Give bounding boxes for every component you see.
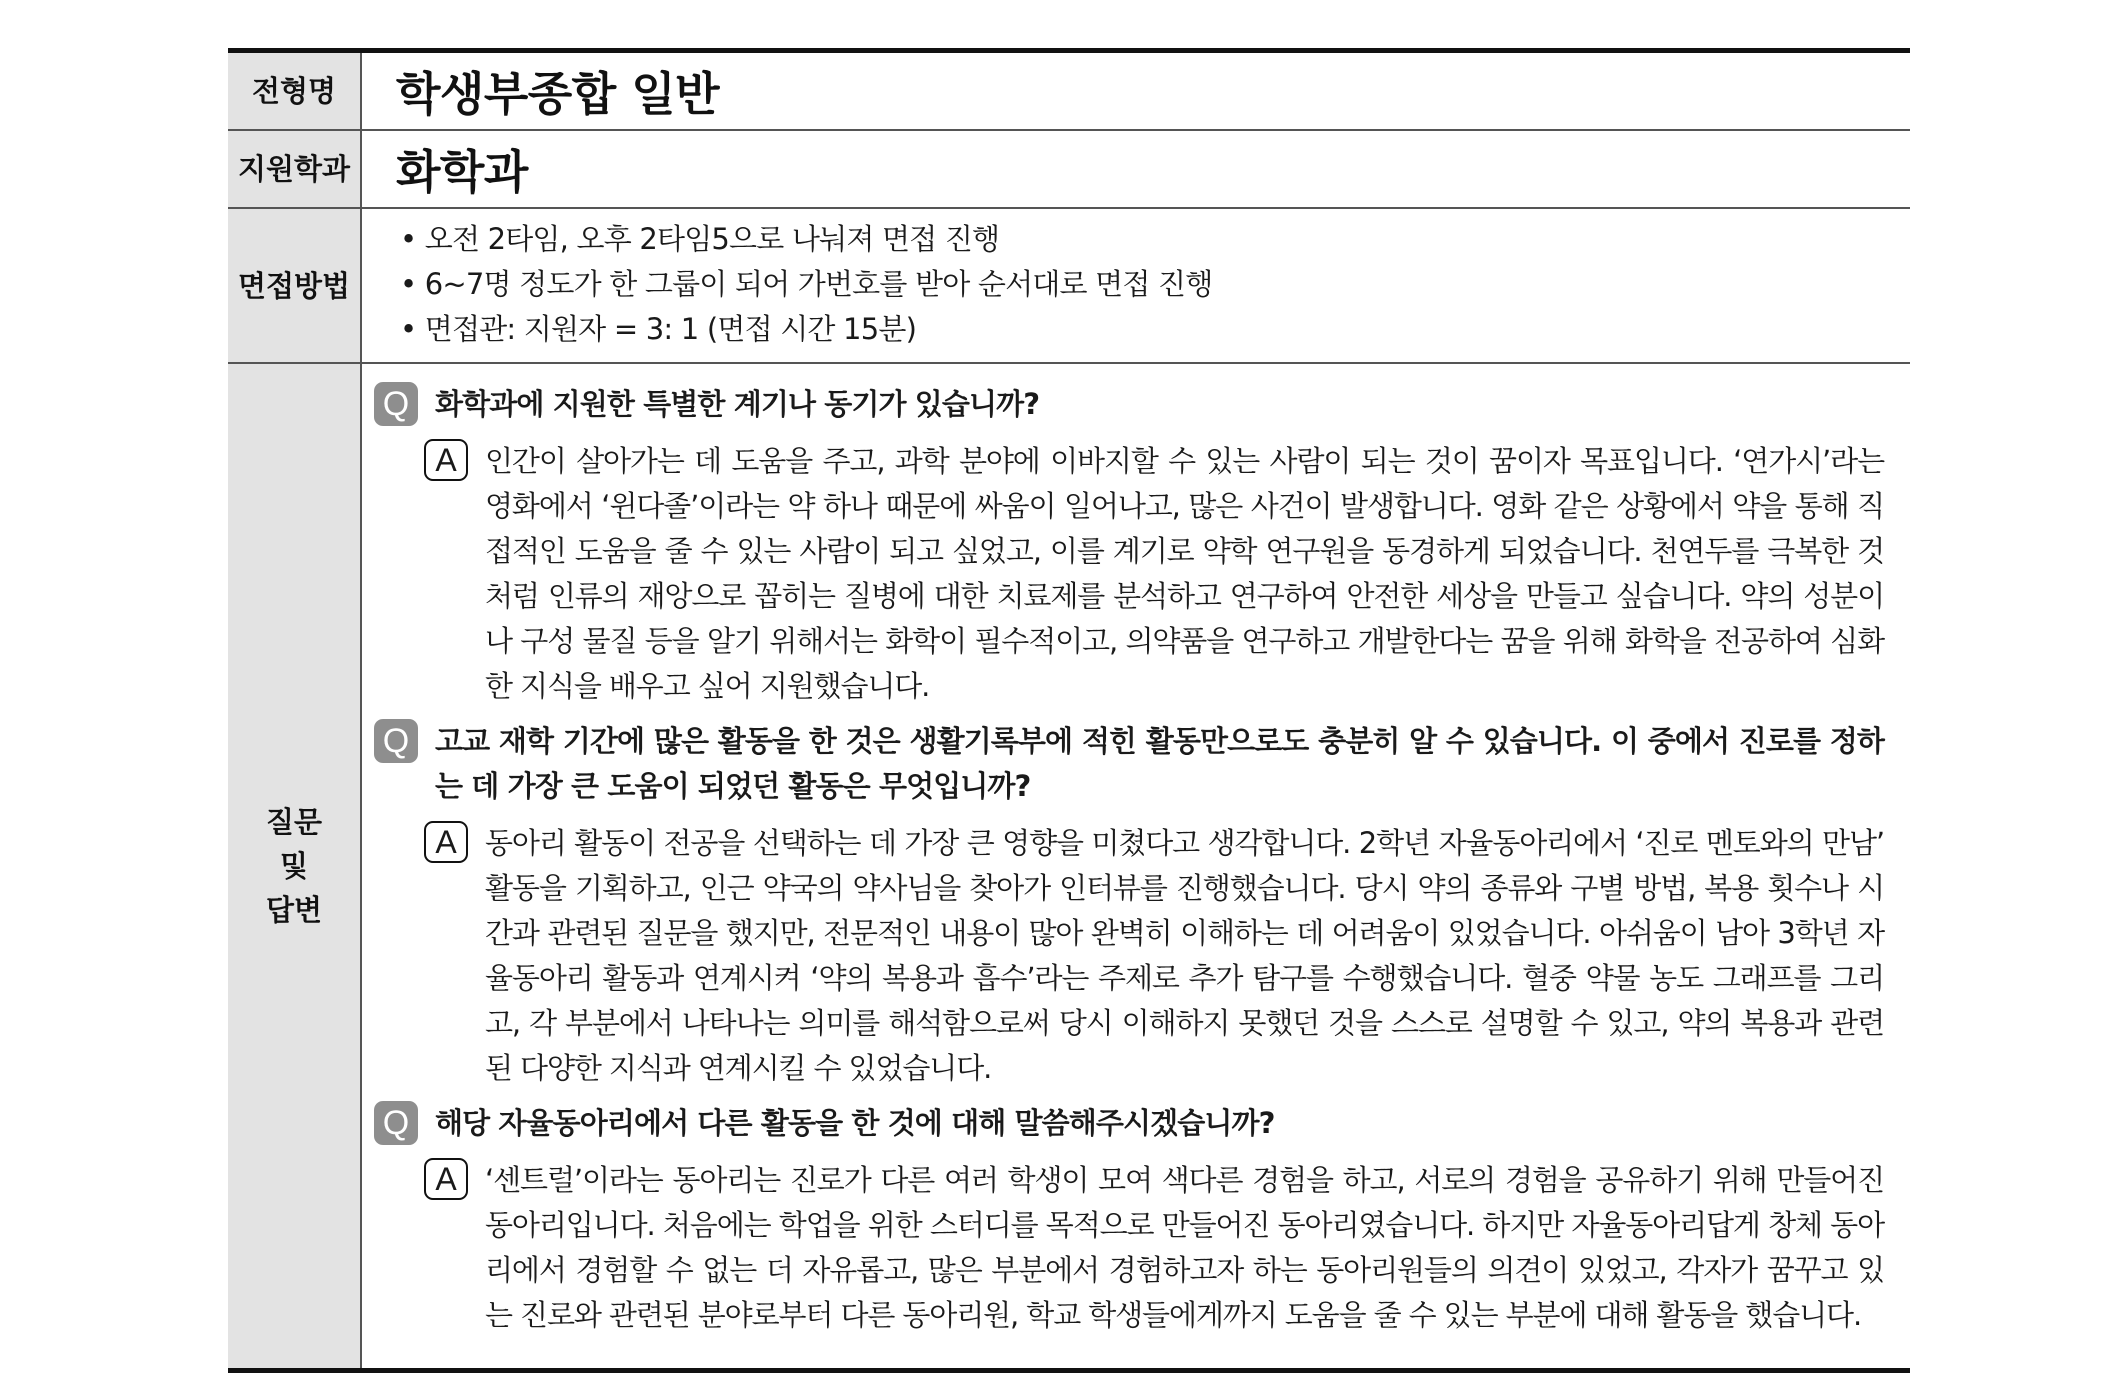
answer-icon: A: [424, 821, 468, 863]
question-1: [374, 382, 1894, 427]
qa-label-line: 및: [279, 849, 308, 883]
qa-label-line: 질문: [265, 805, 323, 839]
answer-text: 인간이 살아가는 데 도움을 주고, 과학 분야에 이바지할 수 있는 사람이 되는 것이 꿈이자 목표입니다. ‘연가시’라는 영화에서 ‘윈다졸’이라는 약 하나 때문에 싸움이 일어나고, 많은 사건이 발생합니다. 영화 같은 상황에서 약을 통해 직접적인 도움을 줄 수 있는 사람이 되고 싶었고, 이를 계기로 약학 연구원을 동경하게 되었습니다. 천연두를 극복한 것 처럼 인류의 재앙으로 꼽히는 질병에 대한 치료제를 분석하고 연구하여 안전한 세상을 만들고 싶습니다. 약의 성분이나 구성 물질 등을 알기 위해서는 화학이 필수적이고, 의약품을 연구하고 개발한다는 꿈을 위해 화학을 전공하여 심화한 지식을 배우고 싶어 지원했습니다.: [485, 444, 1884, 703]
answer-icon: A: [424, 439, 468, 481]
question-icon: Q: [374, 382, 418, 426]
answer-2: [424, 821, 1894, 1091]
department-row: [228, 131, 1910, 209]
qa-label: [228, 364, 362, 1368]
qa-content: [362, 364, 1910, 1368]
admission-type-label: 전형명: [228, 53, 362, 129]
department-value: 화학과: [396, 145, 528, 199]
question-2: [374, 719, 1894, 809]
admission-type-value: 학생부종합 일반: [396, 67, 720, 121]
answer-text: ‘센트럴’이라는 동아리는 진로가 다른 여러 학생이 모여 색다른 경험을 하고, 서로의 경험을 공유하기 위해 만들어진 동아리입니다. 처음에는 학업을 위한 스터디를 목적으로 만들어진 동아리였습니다. 하지만 자율동아리답게 창체 동아리에서 경험할 수 없는 더 자유롭고, 많은 부분에서 경험하고자 하는 동아리원들의 의견이 있었고, 각자가 꿈꾸고 있는 진로와 관련된 분야로부터 다른 동아리원, 학교 학생들에게까지 도움을 줄 수 있는 부분에 대해 활동을 했습니다.: [485, 1163, 1884, 1332]
interview-info-table: [228, 48, 1910, 1373]
interview-method-label: 면접방법: [228, 209, 362, 362]
question-text: 화학과에 지원한 특별한 계기나 동기가 있습니까?: [435, 387, 1040, 421]
question-icon: Q: [374, 1101, 418, 1145]
qa-row: [228, 364, 1910, 1368]
interview-method-list: [362, 209, 1910, 362]
answer-text: 동아리 활동이 전공을 선택하는 데 가장 큰 영향을 미쳤다고 생각합니다. 2학년 자율동아리에서 ‘진로 멘토와의 만남’ 활동을 기획하고, 인근 약국의 약사님을 찾아가 인터뷰를 진행했습니다. 당시 약의 종류와 구별 방법, 복용 횟수나 시간과 관련된 질문을 했지만, 전문적인 내용이 많아 완벽히 이해하는 데 어려움이 있었습니다. 아쉬움이 남아 3학년 자율동아리 활동과 연계시켜 ‘약의 복용과 흡수’라는 주제로 추가 탐구를 수행했습니다. 혈중 약물 농도 그래프를 그리고, 각 부분에서 나타나는 의미를 해석함으로써 당시 이해하지 못했던 것을 스스로 설명할 수 있고, 약의 복용과 관련된 다양한 지식과 연계시킬 수 있었습니다.: [485, 826, 1884, 1085]
question-3: [374, 1101, 1894, 1146]
interview-method-item: • 6~7명 정도가 한 그룹이 되어 가번호를 받아 순서대로 면접 진행: [400, 267, 1213, 301]
answer-icon: A: [424, 1158, 468, 1200]
interview-method-row: [228, 209, 1910, 364]
qa-label-line: 답변: [265, 893, 323, 927]
question-icon: Q: [374, 719, 418, 763]
question-text: 고교 재학 기간에 많은 활동을 한 것은 생활기록부에 적힌 활동만으로도 충분히 알 수 있습니다. 이 중에서 진로를 정하는 데 가장 큰 도움이 되었던 활동은 무엇입니까?: [435, 724, 1884, 803]
answer-1: [424, 439, 1894, 709]
question-text: 해당 자율동아리에서 다른 활동을 한 것에 대해 말씀해주시겠습니까?: [435, 1106, 1275, 1140]
answer-3: [424, 1158, 1894, 1338]
interview-method-item: • 오전 2타임, 오후 2타임5으로 나눠져 면접 진행: [400, 222, 1000, 256]
admission-type-row: [228, 53, 1910, 131]
interview-method-item: • 면접관: 지원자 = 3: 1 (면접 시간 15분): [400, 312, 917, 346]
department-label: 지원학과: [228, 131, 362, 207]
